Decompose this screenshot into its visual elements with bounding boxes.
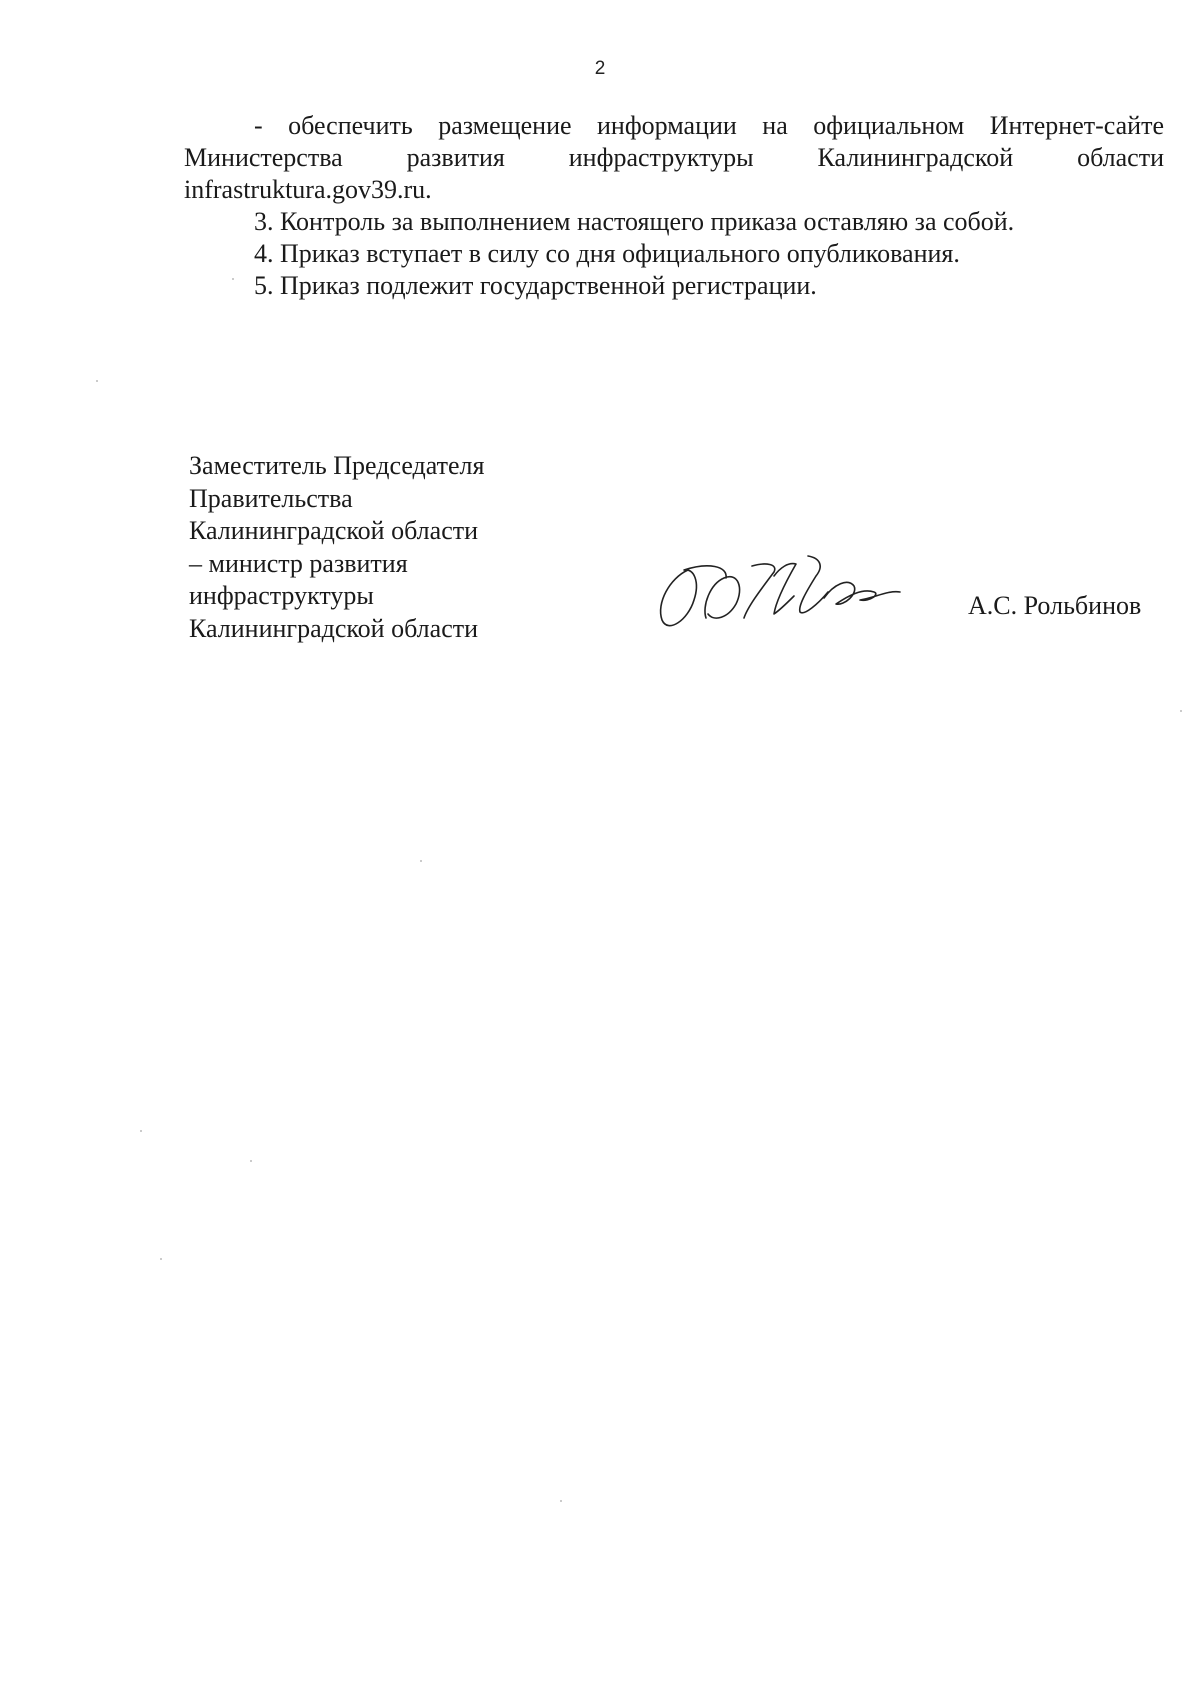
handwritten-signature [648,548,908,638]
paragraph-effective: 4. Приказ вступает в силу со дня официального опубликования. [254,239,960,268]
paragraph-registration: 5. Приказ подлежит государственной регистрации. [254,271,817,300]
document-body [184,110,1164,302]
scan-speck [1180,710,1182,712]
scan-speck [560,1500,562,1502]
scan-speck [250,1160,252,1162]
signatory-title-line: Правительства [189,483,353,513]
paragraph-control: 3. Контроль за выполнением настоящего приказа оставляю за собой. [254,207,1015,236]
signatory-title-line: – министр развития [189,548,408,578]
signatory-title-line: Калининградской области [189,613,479,643]
page-number: 2 [594,58,606,79]
signatory-title-line: инфраструктуры [189,581,374,610]
signer-name: А.С. Рольбинов [968,591,1142,620]
scan-speck [96,380,98,382]
scan-speck [232,278,234,280]
signatory-title-line: Заместитель Председателя [189,451,485,480]
scan-speck [420,860,422,862]
scan-speck [160,1258,162,1260]
signatory-title-line: Калининградской области [189,516,479,545]
paragraph-website-info: - обеспечить размещение информации на официальном Интернет-сайте Министерства развития инфраструктуры Калининградской области infrastruktura.gov39.ru. [184,111,1164,204]
scan-speck [140,1130,142,1132]
signatory-title [189,450,549,645]
